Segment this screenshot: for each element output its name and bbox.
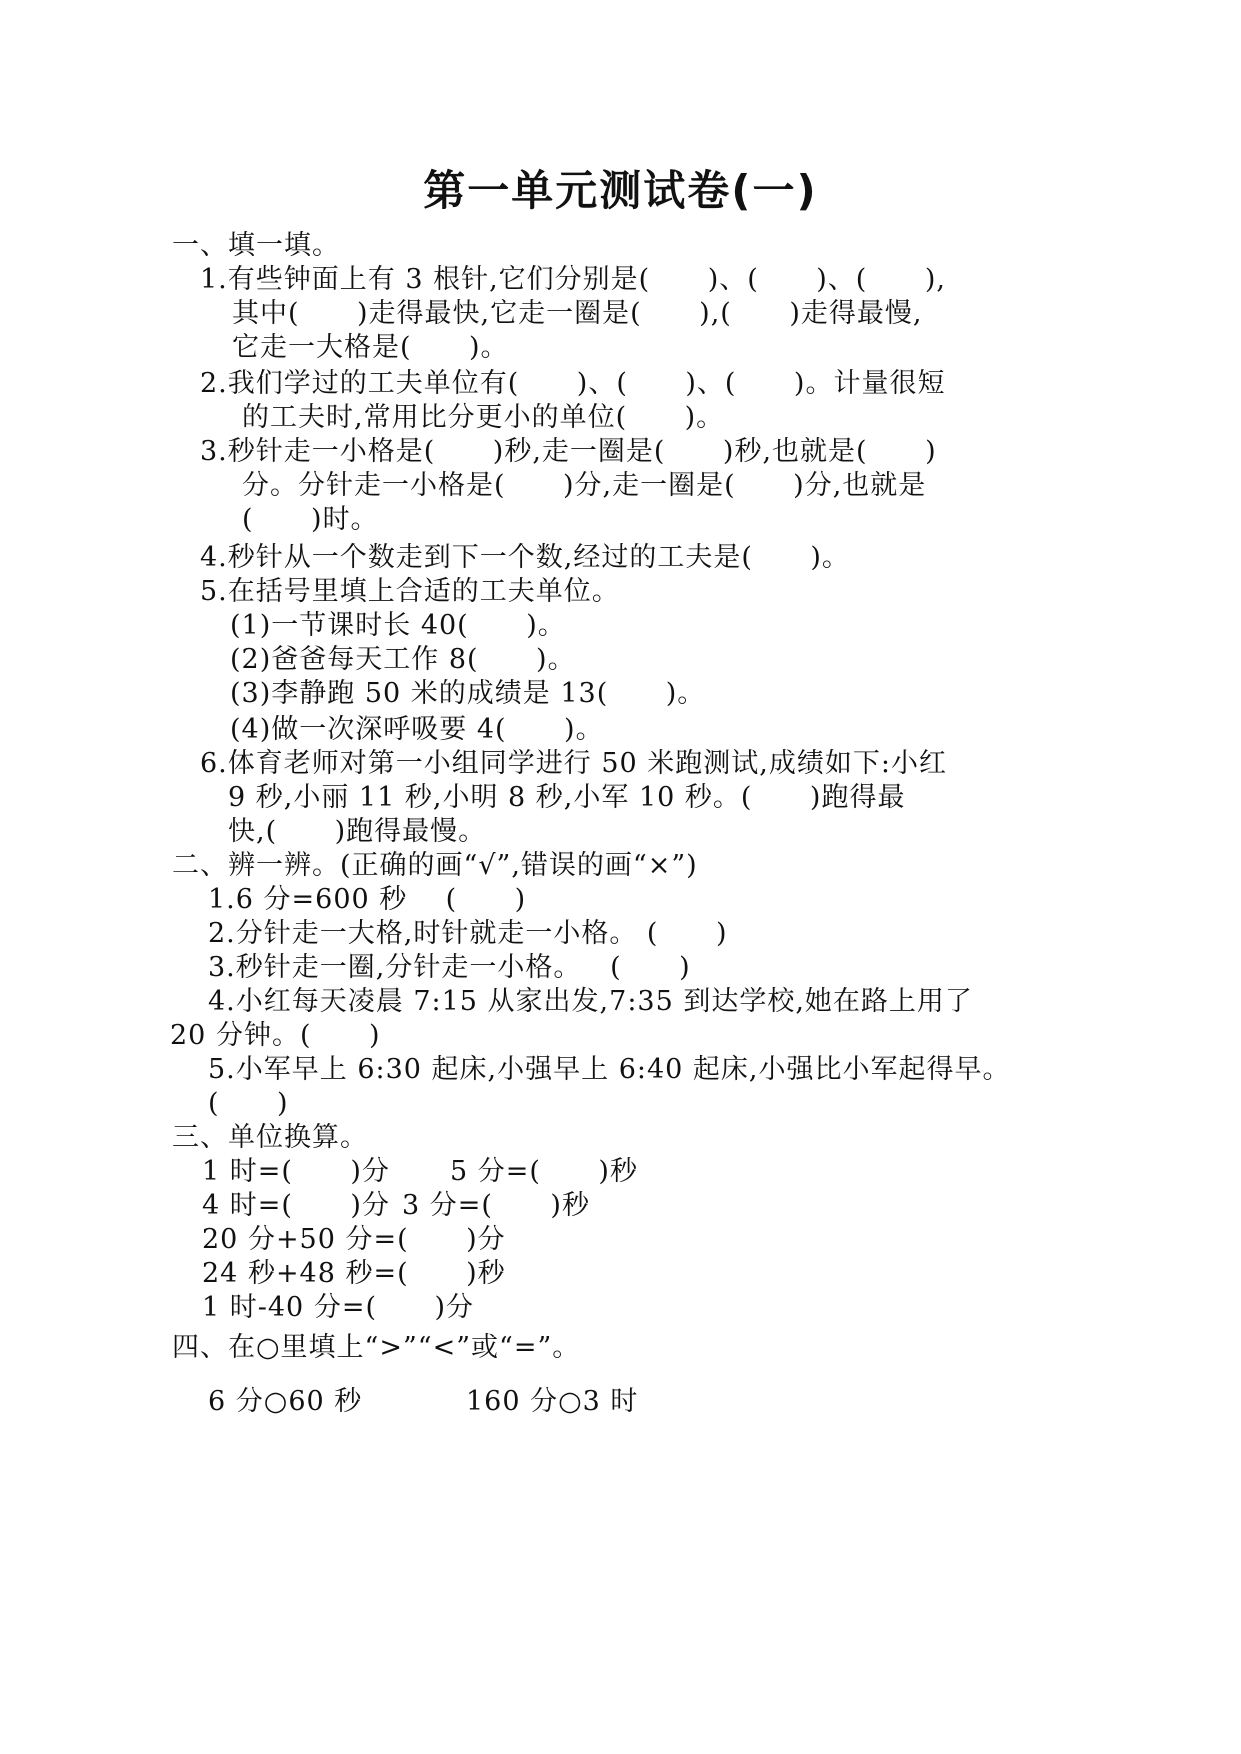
judge-item-2: 2.分针走一大格,时针就走一小格。 ( ) (208, 918, 728, 949)
judge-item-4-line-2: 20 分钟。( ) (170, 1020, 381, 1051)
question-5-item-1: (1)一节课时长 40( )。 (230, 610, 566, 641)
conversion-2: 5 分=( )秒 (450, 1156, 638, 1187)
question-5-item-4: (4)做一次深呼吸要 4( )。 (230, 714, 604, 745)
question-2-line-2: 的工夫时,常用比分更小的单位( )。 (242, 402, 725, 433)
question-6-line-2: 9 秒,小丽 11 秒,小明 8 秒,小军 10 秒。( )跑得最 (228, 782, 906, 813)
judge-item-3: 3.秒针走一圈,分针走一小格。 ( ) (208, 952, 691, 983)
question-6-line-3: 快,( )跑得最慢。 (228, 816, 487, 847)
judge-item-1: 1.6 分=600 秒 ( ) (208, 884, 527, 915)
question-5-stem: 5.在括号里填上合适的工夫单位。 (200, 576, 620, 607)
section-2-heading: 二、辨一辨。(正确的画“√”,错误的画“×”) (172, 850, 698, 881)
conversion-5: 20 分+50 分=( )分 (202, 1224, 506, 1255)
judge-item-5-line-2: ( ) (208, 1088, 289, 1119)
conversion-6: 24 秒+48 秒=( )秒 (202, 1258, 506, 1289)
question-1-line-2: 其中( )走得最快,它走一圈是( ),( )走得最慢, (232, 298, 923, 329)
section-1-heading: 一、填一填。 (172, 230, 340, 261)
question-5-item-3: (3)李静跑 50 米的成绩是 13( )。 (230, 678, 706, 709)
conversion-4: 3 分=( )秒 (402, 1190, 590, 1221)
question-3-line-1: 3.秒针走一小格是( )秒,走一圈是( )秒,也就是( ) (200, 436, 937, 467)
judge-item-4-line-1: 4.小红每天凌晨 7:15 从家出发,7:35 到达学校,她在路上用了 (208, 986, 973, 1017)
question-5-item-2: (2)爸爸每天工作 8( )。 (230, 644, 576, 675)
question-6-line-1: 6.体育老师对第一小组同学进行 50 米跑测试,成绩如下:小红 (200, 748, 947, 779)
conversion-3: 4 时=( )分 (202, 1190, 390, 1221)
question-3-line-3: ( )时。 (242, 504, 379, 535)
section-3-heading: 三、单位换算。 (172, 1122, 368, 1153)
compare-item-1: 6 分○60 秒 (208, 1386, 363, 1417)
question-4: 4.秒针从一个数走到下一个数,经过的工夫是( )。 (200, 542, 850, 573)
question-3-line-2: 分。分针走一小格是( )分,走一圈是( )分,也就是 (242, 470, 927, 501)
question-2-line-1: 2.我们学过的工夫单位有( )、( )、( )。计量很短 (200, 368, 946, 399)
question-1-line-3: 它走一大格是( )。 (232, 332, 509, 363)
conversion-1: 1 时=( )分 (202, 1156, 390, 1187)
question-1-line-1: 1.有些钟面上有 3 根针,它们分别是( )、( )、( ), (200, 264, 946, 295)
page-title: 第一单元测试卷(一) (423, 166, 818, 215)
conversion-7: 1 时-40 分=( )分 (202, 1292, 475, 1323)
compare-item-2: 160 分○3 时 (466, 1386, 639, 1417)
section-4-heading: 四、在○里填上“>”“<”或“=”。 (172, 1332, 581, 1363)
judge-item-5-line-1: 5.小军早上 6:30 起床,小强早上 6:40 起床,小强比小军起得早。 (208, 1054, 1011, 1085)
